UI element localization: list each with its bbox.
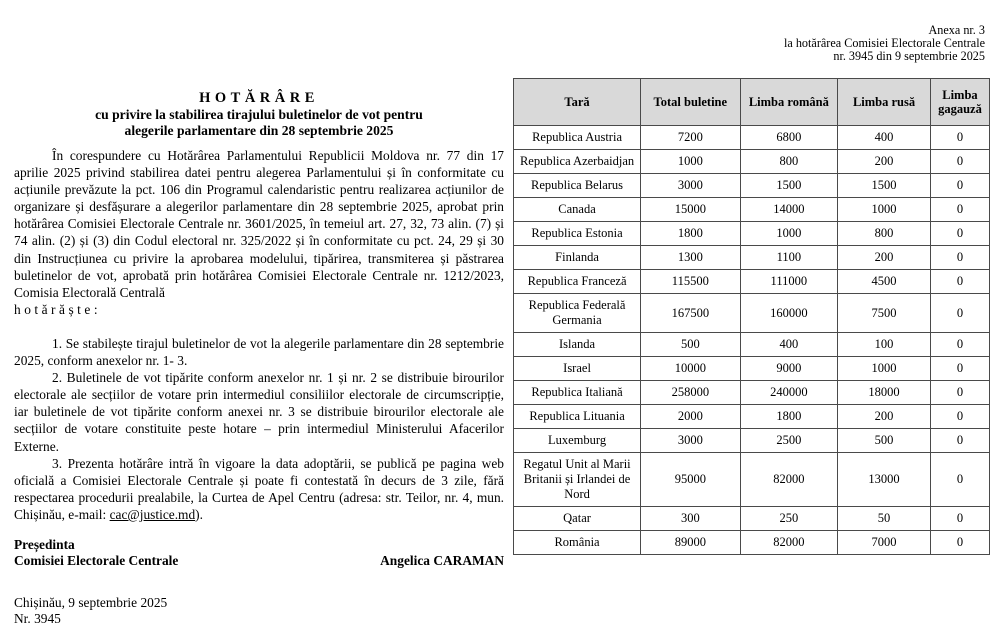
table-row <box>514 381 990 405</box>
value-cell: 1000 <box>740 222 838 246</box>
value-cell: 0 <box>930 270 989 294</box>
decides-word <box>14 301 504 318</box>
value-cell: 300 <box>641 507 740 531</box>
annex-line-3: nr. 3945 din 9 septembrie 2025 <box>833 49 985 63</box>
value-cell: 0 <box>930 453 989 507</box>
title-sub-1: cu privire la stabilirea tirajului buletinelor de vot pentru <box>95 107 423 122</box>
value-cell: 7500 <box>838 294 931 333</box>
value-cell: 95000 <box>641 453 740 507</box>
country-cell: Republica Azerbaidjan <box>514 150 641 174</box>
signature-organization: Comisiei Electorale Centrale <box>14 552 179 568</box>
title-sub-2: alegerile parlamentare din 28 septembrie 2025 <box>124 122 394 138</box>
value-cell: 0 <box>930 294 989 333</box>
country-cell: Regatul Unit al Marii Britanii și Irlandei de Nord <box>514 453 641 507</box>
ballots-table-header <box>514 79 990 126</box>
value-cell: 0 <box>930 531 989 555</box>
country-cell: Islanda <box>514 333 641 357</box>
annex-line-1: Anexa nr. 3 <box>928 23 985 37</box>
table-row <box>514 507 990 531</box>
value-cell: 14000 <box>740 198 838 222</box>
value-cell: 9000 <box>740 357 838 381</box>
value-cell: 15000 <box>641 198 740 222</box>
value-cell: 1000 <box>838 357 931 381</box>
country-cell: Republica Italiană <box>514 381 641 405</box>
value-cell: 0 <box>930 333 989 357</box>
ballots-table <box>513 78 990 555</box>
decides-word-text: hotărăște: <box>14 301 102 317</box>
country-cell: Qatar <box>514 507 641 531</box>
value-cell: 500 <box>641 333 740 357</box>
decision-item-3 <box>14 455 504 523</box>
header-total-ballots: Total buletine <box>641 79 740 126</box>
table-row <box>514 174 990 198</box>
value-cell: 2500 <box>740 429 838 453</box>
decision-text-column <box>14 90 504 627</box>
country-cell: România <box>514 531 641 555</box>
page-title <box>14 90 504 138</box>
value-cell: 1800 <box>641 222 740 246</box>
annex-note <box>784 24 985 63</box>
country-cell: Republica Belarus <box>514 174 641 198</box>
country-cell: Luxemburg <box>514 429 641 453</box>
ballots-table-container <box>513 78 990 555</box>
value-cell: 1500 <box>838 174 931 198</box>
value-cell: 115500 <box>641 270 740 294</box>
value-cell: 0 <box>930 222 989 246</box>
decision-items <box>14 335 504 523</box>
table-row <box>514 357 990 381</box>
value-cell: 200 <box>838 405 931 429</box>
value-cell: 0 <box>930 174 989 198</box>
value-cell: 1800 <box>740 405 838 429</box>
table-row <box>514 453 990 507</box>
value-cell: 160000 <box>740 294 838 333</box>
table-row <box>514 150 990 174</box>
issuance-block <box>14 595 504 627</box>
value-cell: 500 <box>838 429 931 453</box>
value-cell: 7200 <box>641 126 740 150</box>
intro-paragraph-text: În corespundere cu Hotărârea Parlamentului Republicii Moldova nr. 77 din 17 aprilie 2025 privind stabilirea datei pentru alegerea Parlamentului și în conformitate cu acțiunile prevăzute la pct. 106 din Programul calendaristic pentru realizarea acțiunilor de organizare și desfășurare a alegerilor parlamentare din 28 septembrie 2025, aprobat prin hotărârea Comisiei Electorale Centrale nr. 3601/2025, în temeiul art. 27, 32, 73 alin. (7) și 74 alin. (2) și (3) din Codul electoral nr. 325/2022 și în conformitate cu pct. 24, 29 și 30 din Instrucțiunea cu privire la aprobarea modelului, tipărirea, transmiterea și păstrarea buletinelor de vot, aprobată prin hotărârea Comisiei Electorale Centrale nr. 1212/2023, Comisia Electorală Centrală <box>14 148 504 300</box>
value-cell: 258000 <box>641 381 740 405</box>
signature-role: Președinta <box>14 536 75 552</box>
value-cell: 400 <box>838 126 931 150</box>
value-cell: 167500 <box>641 294 740 333</box>
header-row <box>514 79 990 126</box>
value-cell: 0 <box>930 357 989 381</box>
decision-item-2: 2. Buletinele de vot tipărite conform anexelor nr. 1 și nr. 2 se distribuie birourilor electorale ale secțiilor de votare prin intermediul consiliilor electorale de circumscripție, iar buletinele de vot tipărite conform anexei nr. 3 se distribuie birourilor electorale ale secțiilor de votare constituite peste hotare – prin intermediul Ministerului Afacerilor Externe. <box>14 370 504 454</box>
value-cell: 89000 <box>641 531 740 555</box>
title-main: HOTĂRÂRE <box>199 90 319 106</box>
value-cell: 0 <box>930 381 989 405</box>
annex-line-2: la hotărârea Comisiei Electorale Centrale <box>784 36 985 50</box>
value-cell: 0 <box>930 429 989 453</box>
ballots-table-body <box>514 126 990 555</box>
value-cell: 0 <box>930 150 989 174</box>
value-cell: 1000 <box>838 198 931 222</box>
table-row <box>514 126 990 150</box>
value-cell: 4500 <box>838 270 931 294</box>
place-date-line: Chișinău, 9 septembrie 2025 <box>14 594 168 610</box>
value-cell: 1100 <box>740 246 838 270</box>
decision-item-1: 1. Se stabilește tirajul buletinelor de vot la alegerile parlamentare din 28 septembrie 2025, conform anexelor nr. 1- 3. <box>14 335 504 369</box>
value-cell: 0 <box>930 246 989 270</box>
value-cell: 7000 <box>838 531 931 555</box>
value-cell: 800 <box>838 222 931 246</box>
value-cell: 6800 <box>740 126 838 150</box>
country-cell: Republica Austria <box>514 126 641 150</box>
value-cell: 82000 <box>740 453 838 507</box>
value-cell: 2000 <box>641 405 740 429</box>
table-row <box>514 294 990 333</box>
header-gagauz-language: Limba gagauză <box>930 79 989 126</box>
country-cell: Republica Lituania <box>514 405 641 429</box>
country-cell: Republica Estonia <box>514 222 641 246</box>
value-cell: 100 <box>838 333 931 357</box>
value-cell: 10000 <box>641 357 740 381</box>
value-cell: 0 <box>930 507 989 531</box>
email-link[interactable]: cac@justice.md <box>109 506 196 522</box>
country-cell: Israel <box>514 357 641 381</box>
intro-paragraph <box>14 147 504 301</box>
table-row <box>514 405 990 429</box>
country-cell: Republica Franceză <box>514 270 641 294</box>
value-cell: 82000 <box>740 531 838 555</box>
value-cell: 250 <box>740 507 838 531</box>
value-cell: 18000 <box>838 381 931 405</box>
intro-section <box>14 147 504 318</box>
header-russian-language: Limba rusă <box>838 79 931 126</box>
signature-block <box>14 537 504 569</box>
value-cell: 111000 <box>740 270 838 294</box>
value-cell: 400 <box>740 333 838 357</box>
table-row <box>514 222 990 246</box>
header-romanian-language: Limba română <box>740 79 838 126</box>
country-cell: Canada <box>514 198 641 222</box>
table-row <box>514 531 990 555</box>
value-cell: 3000 <box>641 174 740 198</box>
value-cell: 240000 <box>740 381 838 405</box>
country-cell: Finlanda <box>514 246 641 270</box>
decision-number-line: Nr. 3945 <box>14 610 61 626</box>
value-cell: 200 <box>838 150 931 174</box>
table-row <box>514 333 990 357</box>
item-3-text-before: 3. Prezenta hotărâre intră în vigoare la data adoptării, se publică pe pagina web oficială a Comisiei Electorale Centrale și poate fi contestată în decurs de 3 zile, fără respectarea procedurii prealabile, la Curtea de Apel Centru (adresa: str. Teilor, nr. 4, mun. Chișinău, e-mail: <box>14 455 504 522</box>
header-country: Tară <box>514 79 641 126</box>
value-cell: 0 <box>930 405 989 429</box>
country-cell: Republica Federală Germania <box>514 294 641 333</box>
value-cell: 800 <box>740 150 838 174</box>
signature-name: Angelica CARAMAN <box>380 552 504 568</box>
table-row <box>514 270 990 294</box>
value-cell: 200 <box>838 246 931 270</box>
value-cell: 13000 <box>838 453 931 507</box>
table-row <box>514 246 990 270</box>
table-row <box>514 429 990 453</box>
value-cell: 0 <box>930 198 989 222</box>
value-cell: 1000 <box>641 150 740 174</box>
value-cell: 0 <box>930 126 989 150</box>
table-row <box>514 198 990 222</box>
value-cell: 50 <box>838 507 931 531</box>
value-cell: 1300 <box>641 246 740 270</box>
item-3-text-after: ). <box>195 506 203 522</box>
value-cell: 3000 <box>641 429 740 453</box>
value-cell: 1500 <box>740 174 838 198</box>
